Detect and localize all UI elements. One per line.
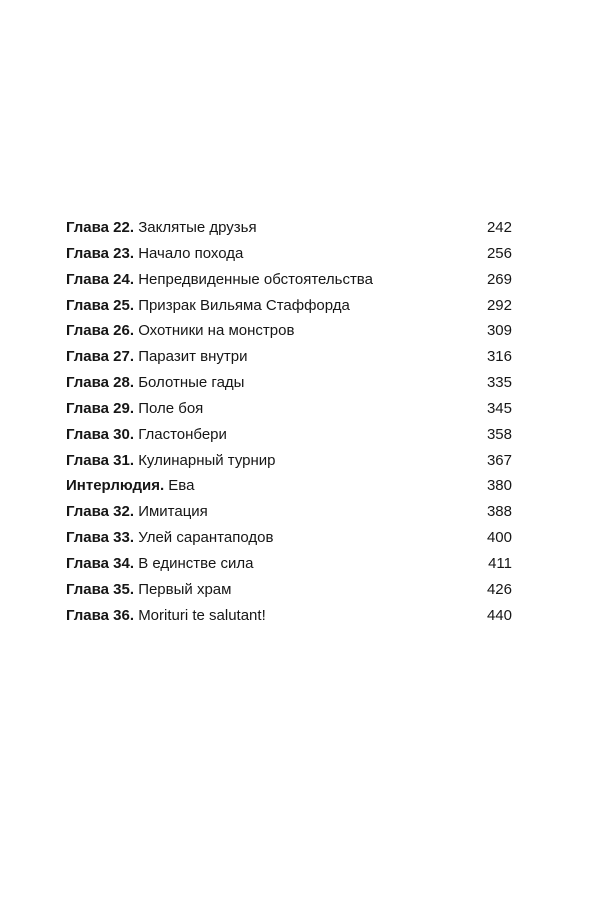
page-number: 400 [486,529,512,547]
page-number: 269 [486,270,512,288]
toc-entry [66,215,512,241]
chapter-label: Глава 34. [66,554,135,572]
chapter-title: Начало похода [138,244,244,262]
chapter-label: Глава 22. [66,219,135,236]
page-number: 256 [486,244,512,262]
chapter-label: Глава 36. [66,606,135,624]
page-number: 388 [486,503,512,521]
chapter-title: Ева [168,477,195,495]
interlude-label: Интерлюдия. [66,477,165,495]
toc-entry [66,318,512,344]
chapter-label: Глава 28. [66,374,135,392]
chapter-label: Глава 35. [66,580,135,598]
chapter-label: Глава 29. [66,399,135,417]
page-number: 242 [486,219,512,236]
chapter-title: В единстве сила [138,554,254,572]
page-number: 426 [486,580,512,598]
chapter-title: Morituri te salutant! [138,606,266,624]
page-number: 292 [486,296,512,314]
chapter-label: Глава 27. [66,348,135,366]
chapter-label: Глава 25. [66,296,135,314]
chapter-label: Глава 23. [66,244,135,262]
chapter-title: Первый храм [138,580,232,598]
toc-entry [66,551,512,577]
page-number: 335 [486,374,512,392]
chapter-title: Призрак Вильяма Стаффорда [138,296,350,314]
page-number: 358 [486,425,512,443]
toc-entry [66,525,512,551]
toc-entry [66,473,512,499]
chapter-label: Глава 24. [66,270,135,288]
page-number: 440 [486,606,512,624]
chapter-title: Болотные гады [138,374,245,392]
page-number: 380 [486,477,512,495]
toc-entry [66,267,512,293]
chapter-label: Глава 33. [66,529,135,547]
chapter-label: Глава 30. [66,425,135,443]
page-number: 309 [486,322,512,340]
chapter-label: Глава 32. [66,503,135,521]
chapter-title: Паразит внутри [138,348,248,366]
chapter-title: Охотники на монстров [138,322,295,340]
toc-entry [66,241,512,267]
toc-entry [66,577,512,603]
chapter-title: Поле боя [138,399,204,417]
toc-entry [66,344,512,370]
toc-entry [66,422,512,448]
toc-entry [66,370,512,396]
page-number: 411 [488,554,512,572]
chapter-title: Кулинарный турнир [138,451,276,469]
chapter-label: Глава 31. [66,451,135,469]
toc-entry [66,396,512,422]
chapter-label: Глава 26. [66,322,135,340]
chapter-title: Заклятые друзья [138,219,257,236]
chapter-title: Непредвиденные обстоятельства [138,270,373,288]
chapter-title: Имитация [138,503,208,521]
toc-entry [66,448,512,474]
toc-entry [66,603,512,629]
page-number: 345 [486,399,512,417]
toc-entry [66,293,512,319]
chapter-title: Гластонбери [138,425,227,443]
chapter-title: Улей сарантаподов [138,529,274,547]
page-number: 367 [486,451,512,469]
page-number: 316 [486,348,512,366]
toc-entry [66,499,512,525]
table-of-contents [66,215,512,629]
